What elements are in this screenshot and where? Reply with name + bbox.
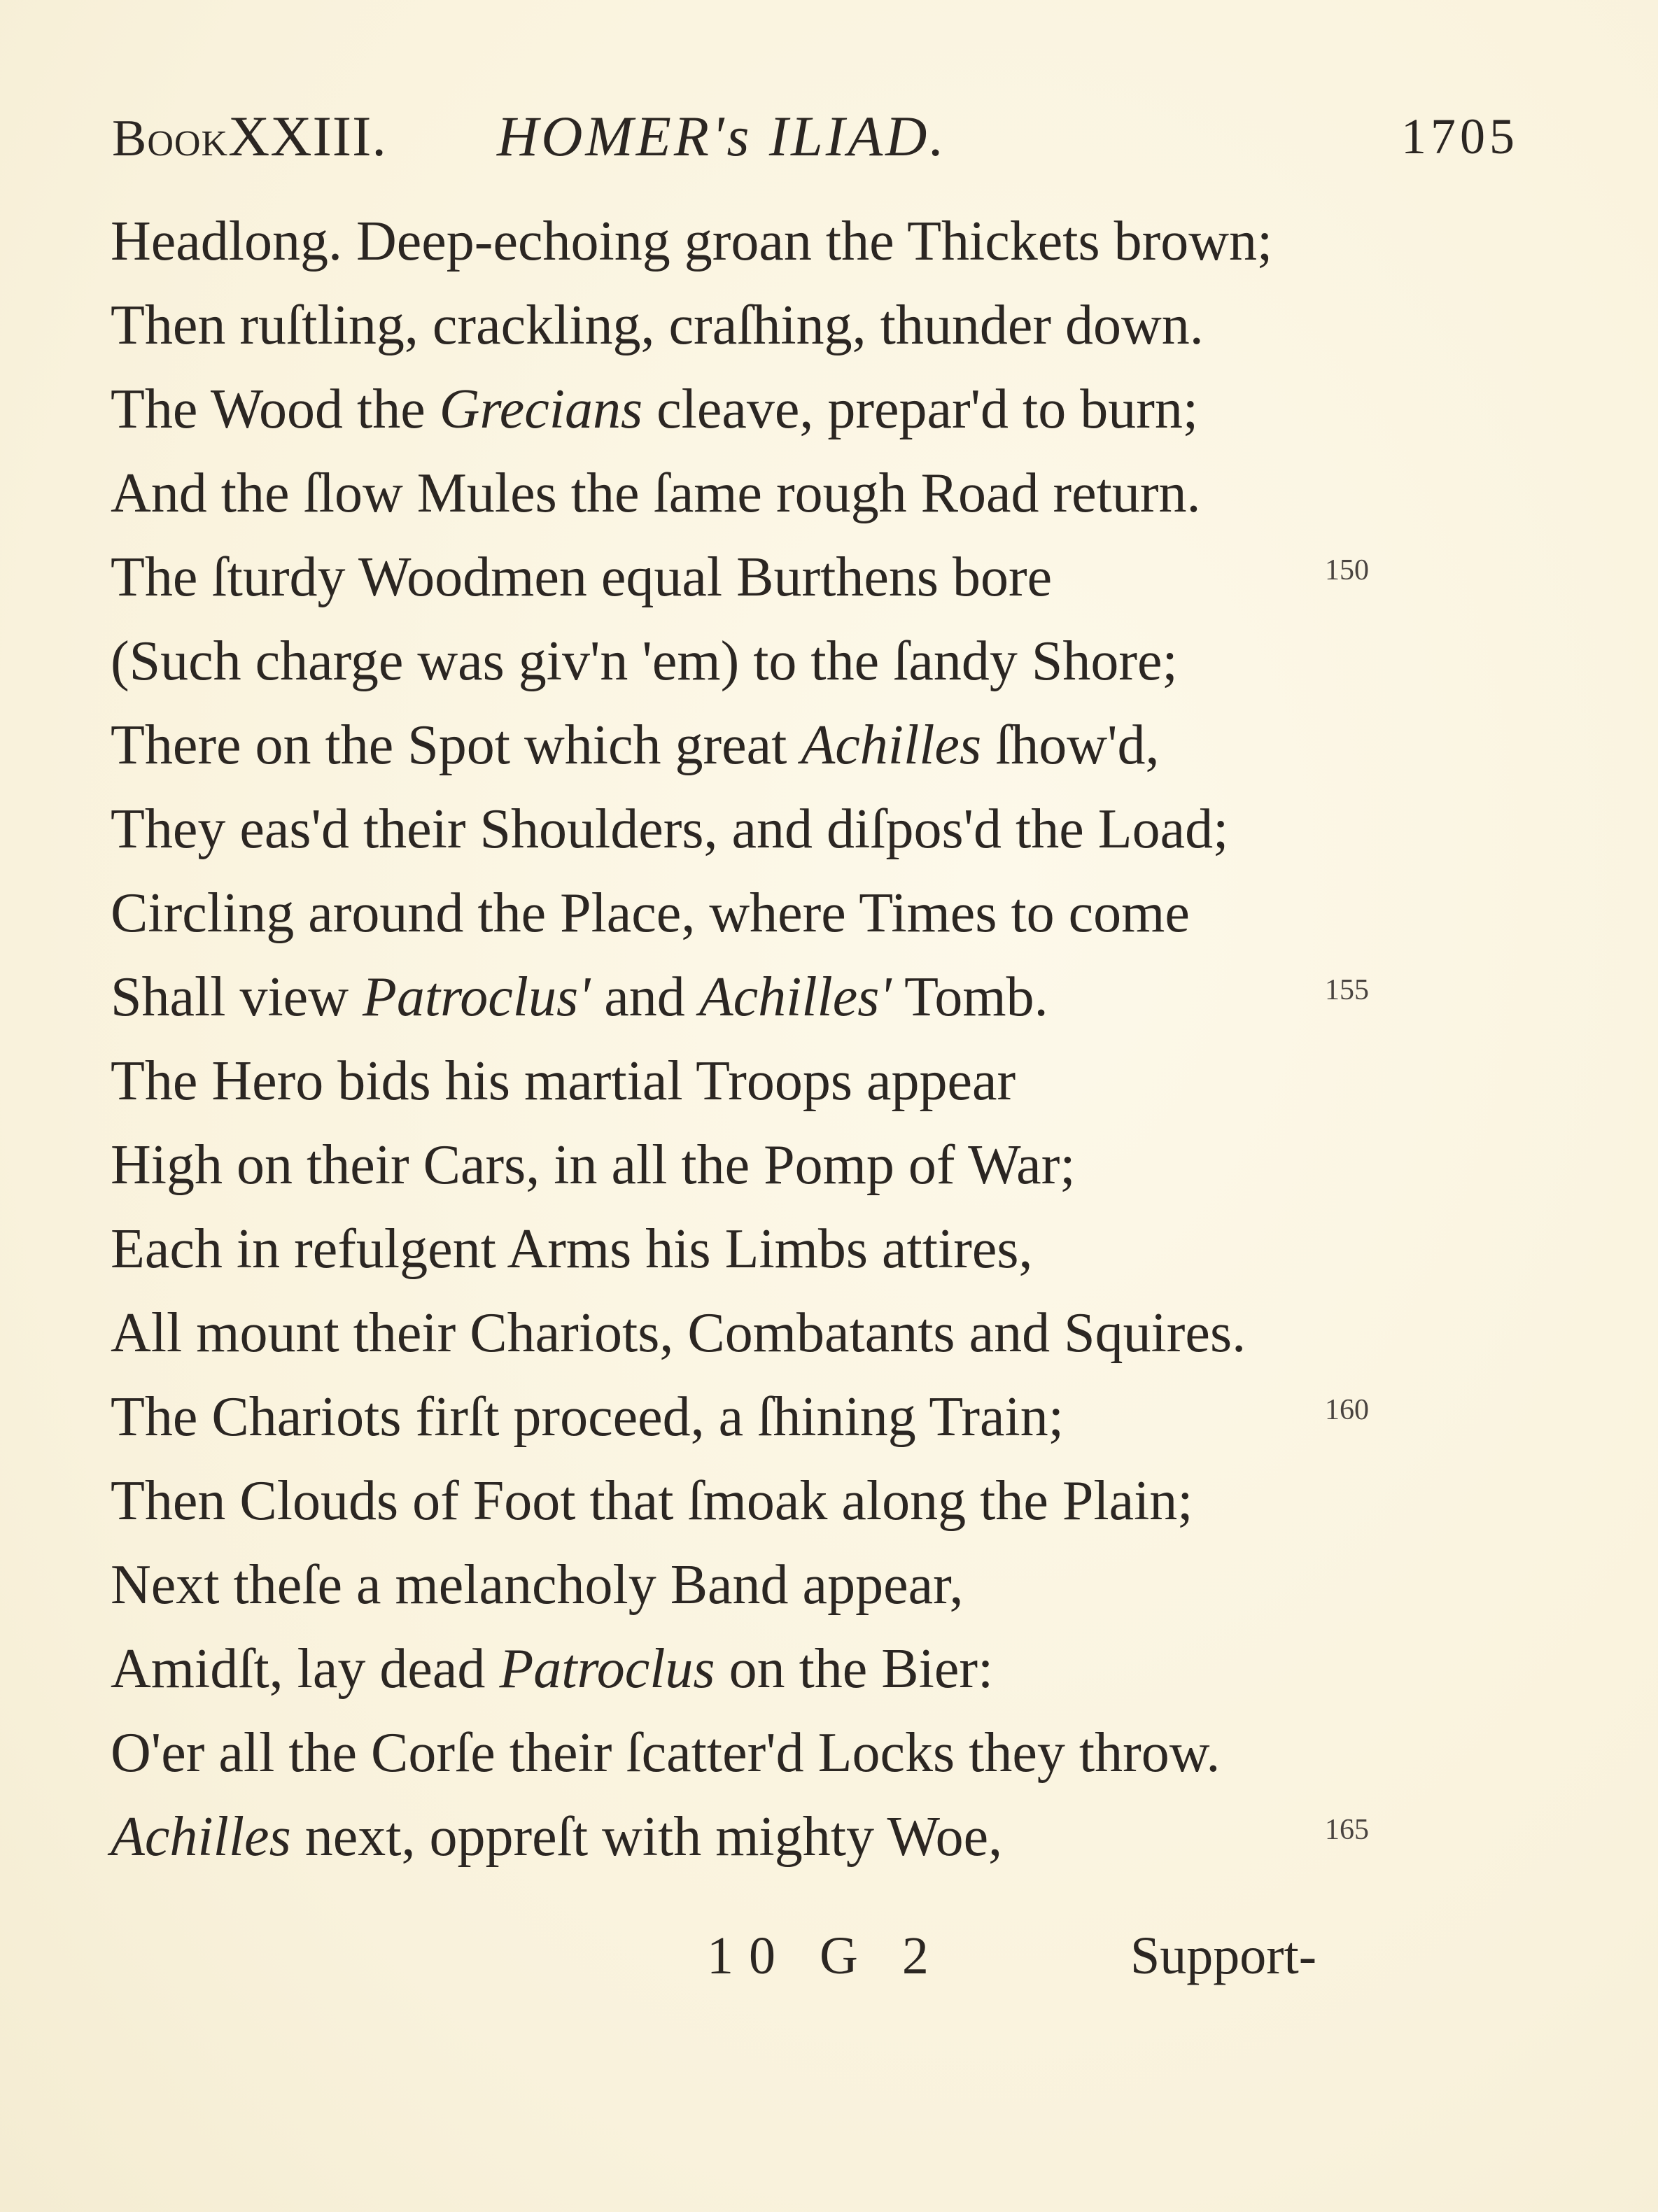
verse-line — [111, 367, 1545, 451]
verse-text: And the ſlow Mules the ſame rough Road return. — [111, 463, 1201, 524]
verse-text: The Chariots firſt proceed, a ſhining Train; — [111, 1386, 1064, 1448]
verse-text: All mount their Chariots, Combatants and Squires. — [111, 1302, 1246, 1364]
running-title: HOMER's ILIAD. — [497, 104, 947, 168]
verse-text: Each in refulgent Arms his Limbs attires, — [111, 1218, 1033, 1280]
verse-text: (Such charge was giv'n 'em) to the ſandy Shore; — [111, 631, 1178, 692]
verse-line — [111, 1459, 1545, 1543]
verse-text: Headlong. Deep-echoing groan the Thickets brown; — [111, 211, 1273, 272]
line-number: 160 — [1325, 1394, 1369, 1426]
verse-line — [111, 703, 1545, 787]
verse-text: Achilles next, oppreſt with mighty Woe, — [111, 1806, 1003, 1868]
verse-line — [111, 199, 1545, 283]
verse-line — [111, 1711, 1545, 1795]
verse-line — [111, 619, 1545, 703]
book-label: Book — [112, 110, 229, 167]
verse-text: Then Clouds of Foot that ſmoak along the Plain; — [111, 1470, 1193, 1532]
verse-line — [111, 1627, 1545, 1711]
verse-line — [111, 451, 1545, 535]
verse-text: The Hero bids his martial Troops appear — [111, 1050, 1016, 1112]
verse-text: O'er all the Corſe their ſcatter'd Locks they throw. — [111, 1722, 1221, 1784]
verse-line — [111, 1543, 1545, 1627]
verse-text: Then ruſtling, crackling, craſhing, thunder down. — [111, 295, 1204, 356]
page-footer — [0, 1917, 1658, 1994]
verse-text: Shall view Patroclus' and Achilles' Tomb. — [111, 966, 1048, 1028]
verse-text: The ſturdy Woodmen equal Burthens bore — [111, 547, 1053, 608]
signature-mark: 10 G 2 — [707, 1926, 944, 1985]
book-number — [112, 98, 387, 177]
verse-line — [111, 1795, 1545, 1879]
verse-text: Circling around the Place, where Times to come — [111, 882, 1190, 944]
verse-line — [111, 871, 1545, 955]
catchword: Support- — [1130, 1926, 1316, 1985]
verse-line — [111, 787, 1545, 871]
verse-line — [111, 1039, 1545, 1123]
verse-line — [111, 283, 1545, 367]
page-number: 1705 — [1401, 108, 1519, 164]
verse-text: There on the Spot which great Achilles ſhow'd, — [111, 714, 1160, 776]
verse-line — [111, 535, 1545, 619]
verse-line — [111, 955, 1545, 1039]
line-number: 155 — [1325, 974, 1369, 1006]
verse-text: The Wood the Grecians cleave, prepar'd to burn; — [111, 379, 1199, 440]
book-numeral: XXIII. — [228, 104, 387, 168]
verse-line — [111, 1291, 1545, 1375]
verse-line — [111, 1375, 1545, 1459]
line-number: 150 — [1325, 554, 1369, 586]
running-head — [112, 98, 1519, 175]
verse-block — [111, 199, 1545, 1879]
verse-text: Next theſe a melancholy Band appear, — [111, 1554, 964, 1616]
verse-text: Amidſt, lay dead Patroclus on the Bier: — [111, 1638, 994, 1700]
verse-line — [111, 1123, 1545, 1207]
verse-text: They eas'd their Shoulders, and diſpos'd the Load; — [111, 798, 1229, 860]
line-number: 165 — [1325, 1814, 1369, 1846]
verse-line — [111, 1207, 1545, 1291]
verse-text: High on their Cars, in all the Pomp of War; — [111, 1134, 1076, 1196]
